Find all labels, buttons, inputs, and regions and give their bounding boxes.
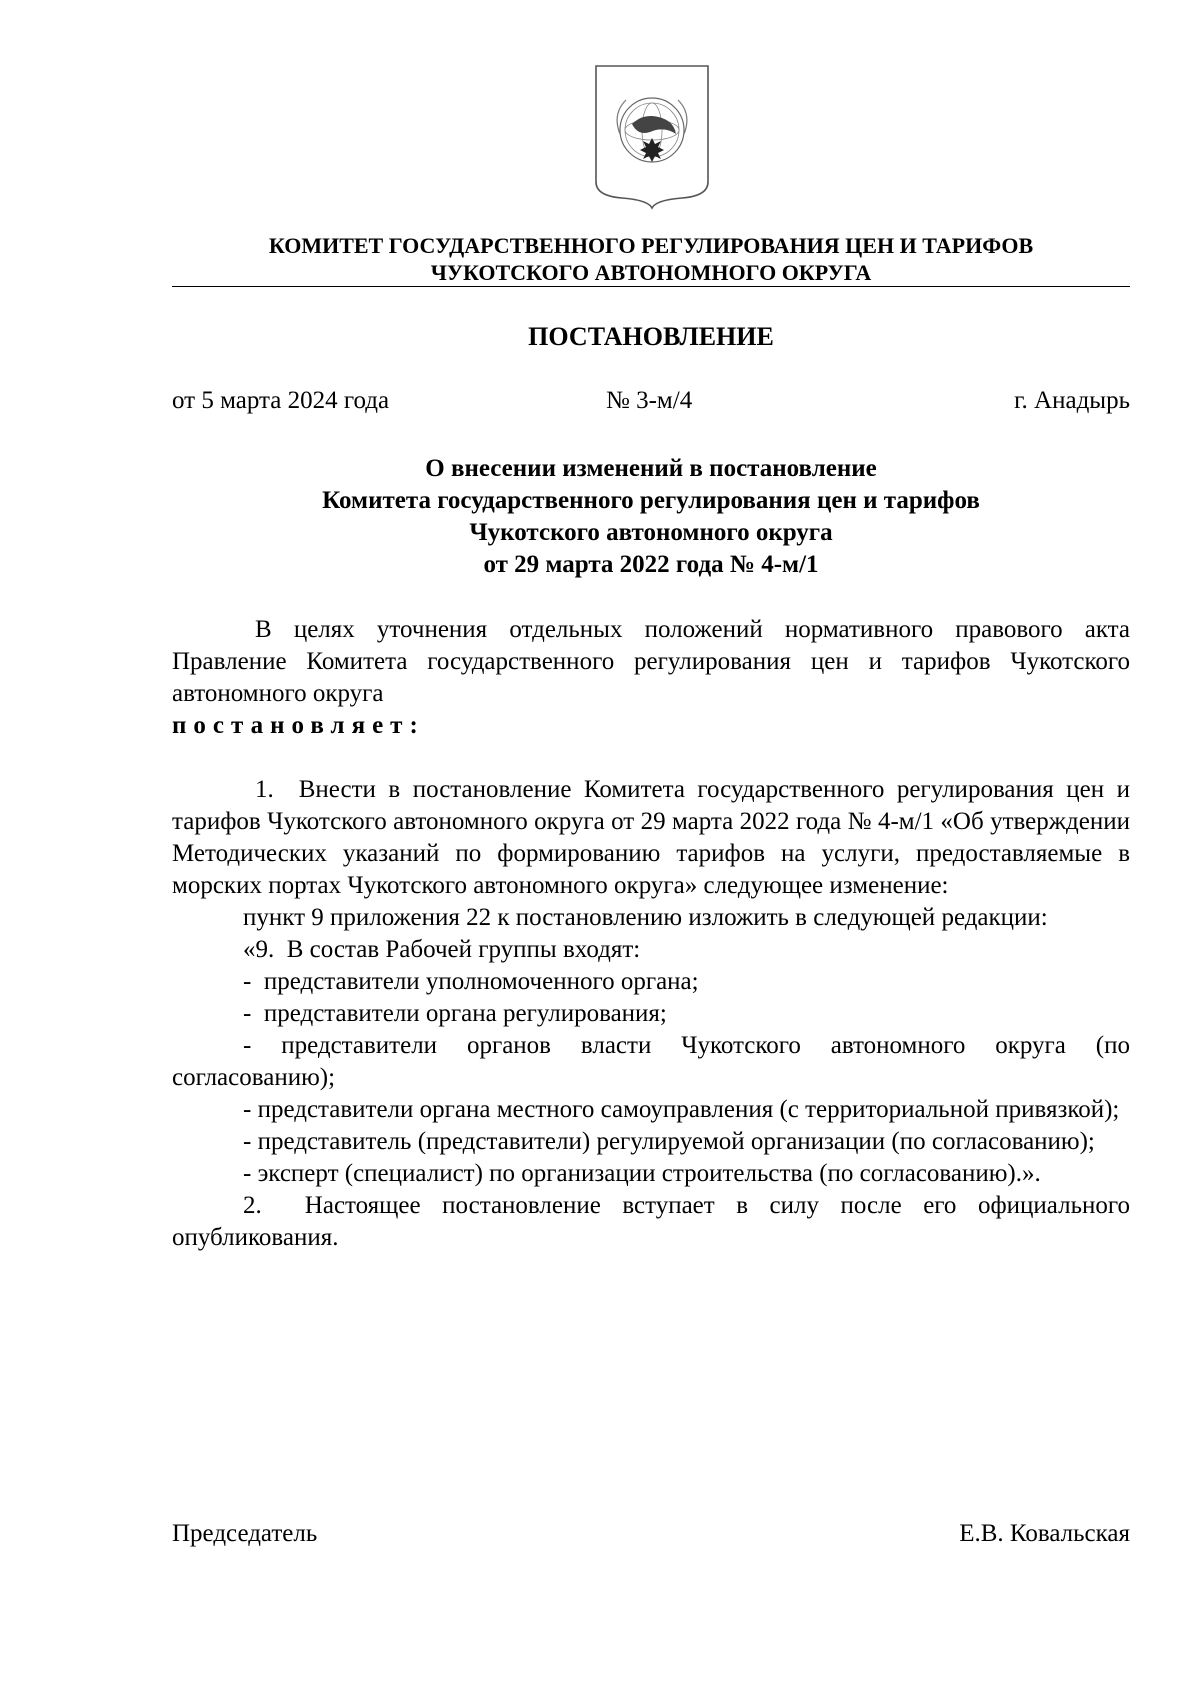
subject-line2: Комитета государственного регулирования цен и тарифов: [322, 487, 980, 514]
list-item: - представители органов власти Чукотского автономного округа (по согласованию);: [172, 1032, 1130, 1091]
list-item: - представители уполномоченного органа;: [243, 968, 699, 995]
document-type: ПОСТАНОВЛЕНИЕ: [528, 322, 774, 351]
list-item: - эксперт (специалист) по организации строительства (по согласованию).».: [243, 1160, 1041, 1187]
document-date: от 5 марта 2024 года: [172, 387, 390, 414]
org-name-line1: КОМИТЕТ ГОСУДАРСТВЕННОГО РЕГУЛИРОВАНИЯ ЦЕН И ТАРИФОВ: [268, 233, 1034, 258]
document-subject: [172, 453, 1130, 581]
item-1-paragraph: 1. Внести в постановление Комитета государственного регулирования цен и тарифов Чукотского автономного округа от 29 марта 2022 года № 4-м/1 «Об утверждении Методических указаний по формированию тарифов на услуги, предоставляемые в морских портах Чукотского автономного округа» следующее изменение:: [172, 776, 1130, 899]
list-item: - представитель (представители) регулируемой организации (по согласованию);: [243, 1128, 1095, 1155]
coat-of-arms-icon: [592, 64, 712, 210]
list-item: - представители органа регулирования;: [243, 1000, 667, 1027]
document-body: [172, 614, 1130, 1254]
document-number: № 3-м/4: [606, 387, 693, 414]
item-1-subparagraph: пункт 9 приложения 22 к постановлению изложить в следующей редакции:: [243, 904, 1048, 931]
signatory-name: Е.В. Ковальская: [959, 1520, 1130, 1547]
list-item: - представители органа местного самоуправления (с территориальной привязкой);: [243, 1096, 1120, 1123]
org-name-line2: ЧУКОТСКОГО АВТОНОМНОГО ОКРУГА: [430, 260, 872, 285]
quote-start: «9. В состав Рабочей группы входят:: [243, 936, 641, 963]
decree-word: постановляет:: [172, 712, 425, 739]
subject-line3: Чукотского автономного округа: [469, 519, 833, 546]
intro-paragraph: В целях уточнения отдельных положений нормативного правового акта Правление Комитета государственного регулирования цен и тарифов Чукотского автономного округа: [172, 616, 1130, 707]
subject-line1: О внесении изменений в постановление: [425, 455, 877, 482]
item-2-paragraph: 2. Настоящее постановление вступает в силу после его официального опубликования.: [172, 1192, 1130, 1251]
signatory-title: Председатель: [172, 1520, 318, 1547]
document-place: г. Анадырь: [1014, 387, 1130, 414]
header-divider: [172, 286, 1130, 287]
subject-line4: от 29 марта 2022 года № 4-м/1: [483, 551, 819, 578]
